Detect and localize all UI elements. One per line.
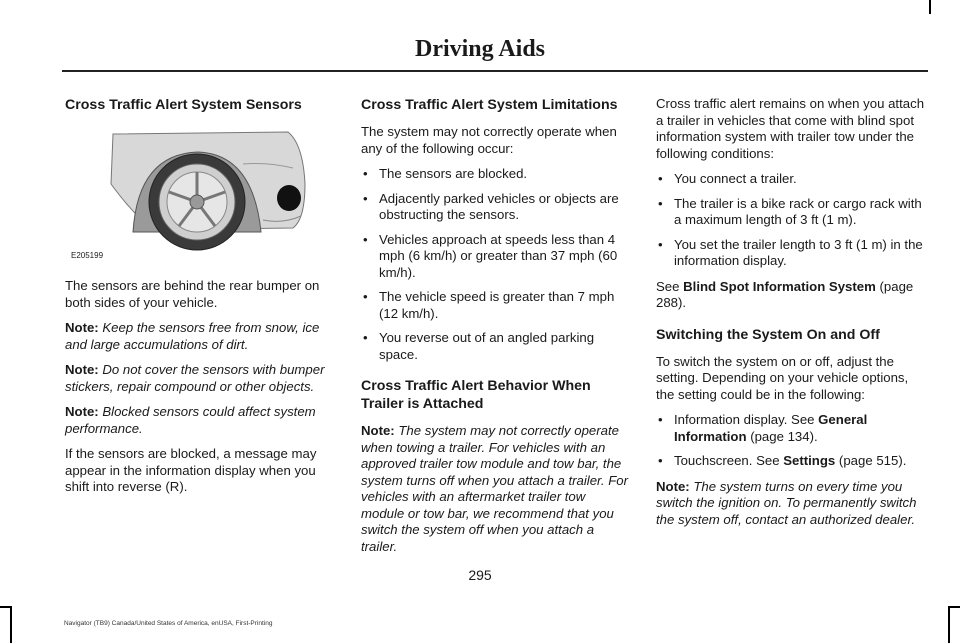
note-keep-clean: Note: Keep the sensors free from snow, ice and large accumulations of dirt. — [65, 320, 320, 352]
blocked-message-text: If the sensors are blocked, a message may appear in the information display when you shift into reverse (R). — [65, 446, 317, 494]
list-item: • Information display. See General Information (page 134). — [656, 412, 928, 445]
figure-label: E205199 — [71, 250, 104, 260]
list-item: • The vehicle speed is greater than 7 mph (12 km/h). — [361, 289, 631, 322]
page-header-title: Driving Aids — [414, 36, 546, 62]
note-blocked-sensors: Note: Blocked sensors could affect system performance. — [65, 404, 316, 436]
crop-mark — [948, 606, 950, 643]
crop-mark — [0, 606, 10, 608]
page-number: 295 — [468, 567, 492, 583]
column-3 — [656, 96, 928, 537]
list-item: • Touchscreen. See Settings (page 515). — [656, 453, 928, 470]
see-reference: See Blind Spot Information System (page 288). — [656, 278, 914, 310]
list-item: • You connect a trailer. — [656, 171, 928, 188]
column-1 — [65, 96, 337, 505]
note-trailer: Note: The system may not correctly operate when towing a trailer. For vehicles with an approved trailer tow module and tow bar, the system turns off when you attach a trailer. For vehicles with an aftermarket trailer tow module or tow bar, we recommend that you switch the system off when you attach a trailer. — [361, 423, 629, 554]
trailer-conditions-intro: Cross traffic alert remains on when you attach a trailer in vehicles that come with blind spot information system with trailer tow under the following conditions: — [656, 96, 925, 161]
section-heading-limitations: Cross Traffic Alert System Limitations — [361, 97, 618, 113]
list-item: • The sensors are blocked. — [361, 166, 631, 183]
list-item: • You set the trailer length to 3 ft (1 m) in the information display. — [656, 237, 928, 270]
section-heading-trailer: Cross Traffic Alert Behavior When Trailer is Attached — [361, 378, 591, 412]
column-2 — [361, 96, 631, 564]
switching-list — [656, 412, 928, 470]
list-item: • The trailer is a bike rack or cargo rack with a maximum length of 3 ft (1 m). — [656, 196, 928, 229]
list-item: • Vehicles approach at speeds less than 4 mph (6 km/h) or greater than 37 mph (60 km/h). — [361, 232, 631, 282]
section-heading-sensors: Cross Traffic Alert System Sensors — [65, 97, 302, 113]
note-ignition: Note: The system turns on every time you switch the ignition on. To permanently switch the system off, contact an authorized dealer. — [656, 478, 917, 527]
limitations-list — [361, 166, 631, 363]
sensor-location-text: The sensors are behind the rear bumper on both sides of your vehicle. — [65, 278, 320, 310]
limitations-intro: The system may not correctly operate when any of the following occur: — [361, 124, 617, 156]
section-heading-switching: Switching the System On and Off — [656, 326, 880, 343]
crop-mark — [10, 606, 12, 643]
note-do-not-cover: Note: Do not cover the sensors with bumper stickers, repair compound or other objects. — [65, 362, 325, 394]
rear-bumper-sensor-illustration — [93, 124, 323, 254]
crop-mark — [949, 606, 960, 608]
link-blind-spot[interactable]: Blind Spot Information System — [683, 278, 876, 294]
link-general-information[interactable]: General Information — [674, 412, 868, 444]
header-rule — [62, 70, 928, 72]
switching-intro: To switch the system on or off, adjust the setting. Depending on your vehicle options, the setting could be in the following: — [656, 353, 909, 402]
rear-wheel-figure — [71, 124, 323, 264]
link-settings[interactable]: Settings — [783, 453, 836, 468]
list-item: • You reverse out of an angled parking space. — [361, 330, 631, 363]
trailer-conditions-list — [656, 171, 928, 270]
list-item: • Adjacently parked vehicles or objects are obstructing the sensors. — [361, 191, 631, 224]
crop-mark — [929, 0, 931, 14]
print-footer: Navigator (TB9) Canada/United States of America, enUSA, First-Printing — [64, 620, 273, 627]
